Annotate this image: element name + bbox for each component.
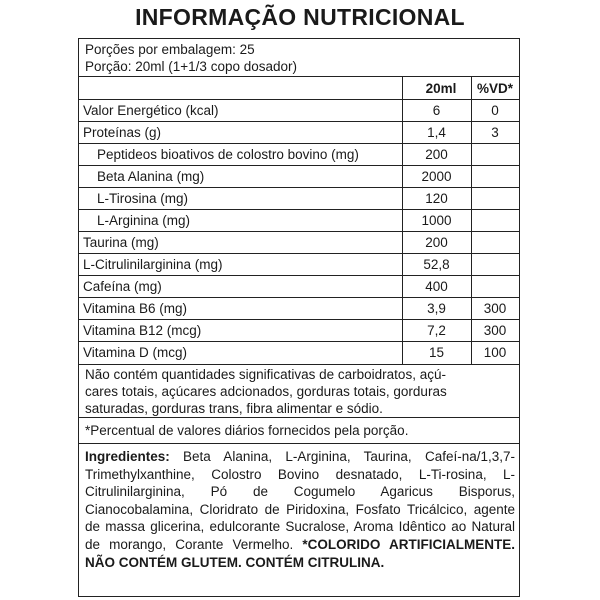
servings-info (85, 41, 297, 75)
nutrient-dv (471, 210, 519, 232)
column-divider (471, 77, 472, 364)
ingredients-text: Beta Alanina, L-Arginina, Taurina, Cafeí-na/1,3,7-Trimethylxanthine, Colostro Bovino desnatado, L-Ti-rosina, L-Citrulinilarginina, Pó de Cogumelo Agaricus Bisporus, Cianocobalamina, Cloridrato de Piridoxina, Fosfato Tricálcico, agente de massa glicerina, edulcorante Sucralose, Aroma Idêntico ao Natural de morango, Corante Vermelho. (85, 449, 515, 552)
nutrient-amount: 7,2 (427, 323, 446, 338)
note-line: Não contém quantidades significativas de carboidratos, açú- (85, 367, 446, 382)
nutrient-name: Vitamina B6 (mg) (83, 301, 188, 316)
nutrient-dv: 100 (483, 345, 507, 360)
nutrient-dv (471, 254, 519, 276)
nutrient-name: Vitamina B12 (mcg) (83, 323, 202, 338)
nutrient-amount: 1000 (421, 213, 452, 228)
nutrient-name: Taurina (mg) (83, 235, 159, 250)
dv-footnote: *Percentual de valores diários fornecidos pela porção. (85, 423, 409, 438)
page-title: INFORMAÇÃO NUTRICIONAL (135, 4, 465, 30)
nutrient-name: Cafeína (mg) (83, 279, 162, 294)
nutrient-name: L-Citrulinilarginina (mg) (83, 257, 223, 272)
divider (79, 443, 519, 444)
servings-per-package: Porções por embalagem: 25 (85, 42, 255, 57)
nutrient-name: L-Tirosina (mg) (97, 191, 189, 206)
nutrition-facts-panel (78, 38, 520, 597)
ingredients-warning: *COLORIDO ARTIFICIALMENTE. NÃO CONTÉM GLUTEM. CONTÉM CITRULINA. (85, 536, 515, 570)
divider (79, 364, 519, 365)
nutrient-amount: 3,9 (427, 301, 446, 316)
note-line: saturadas, gorduras trans, fibra alimentar e sódio. (85, 401, 383, 416)
column-divider (402, 77, 403, 364)
nutrient-dv: 3 (491, 125, 499, 140)
nutrient-amount: 1,4 (427, 125, 446, 140)
nutrient-amount: 15 (428, 345, 445, 360)
nutrient-dv (471, 276, 519, 298)
nutrient-name: Valor Energético (kcal) (83, 103, 219, 118)
nutrient-dv: 0 (491, 103, 499, 118)
divider (79, 76, 519, 77)
column-header-amount: 20ml (425, 81, 457, 96)
nutrient-amount: 120 (425, 191, 448, 206)
insignificant-nutrients-note (85, 366, 447, 417)
column-header-dv: %VD* (476, 81, 513, 96)
nutrient-amount: 200 (425, 235, 448, 250)
nutrient-amount: 200 (425, 147, 448, 162)
nutrient-dv: 300 (483, 301, 507, 316)
serving-size: Porção: 20ml (1+1/3 copo dosador) (85, 59, 297, 74)
nutrient-amount: 2000 (421, 169, 452, 184)
nutrient-dv (471, 144, 519, 166)
note-line: cares totais, açúcares adcionados, gorduras totais, gorduras (85, 384, 447, 399)
nutrient-name: Vitamina D (mcg) (83, 345, 188, 360)
nutrient-name: L-Arginina (mg) (97, 213, 191, 228)
ingredients-label: Ingredientes: (85, 449, 170, 464)
nutrient-amount: 52,8 (423, 257, 450, 272)
ingredients-list (85, 448, 515, 571)
nutrient-dv (471, 166, 519, 188)
nutrient-amount: 6 (432, 103, 441, 118)
nutrient-name: Peptideos bioativos de colostro bovino (mg) (97, 147, 359, 162)
nutrient-name: Proteínas (g) (83, 125, 162, 140)
divider (79, 417, 519, 418)
nutrient-dv (471, 188, 519, 210)
nutrient-amount: 400 (425, 279, 448, 294)
nutrient-dv (471, 232, 519, 254)
nutrient-dv: 300 (483, 323, 507, 338)
nutrient-name: Beta Alanina (mg) (97, 169, 205, 184)
